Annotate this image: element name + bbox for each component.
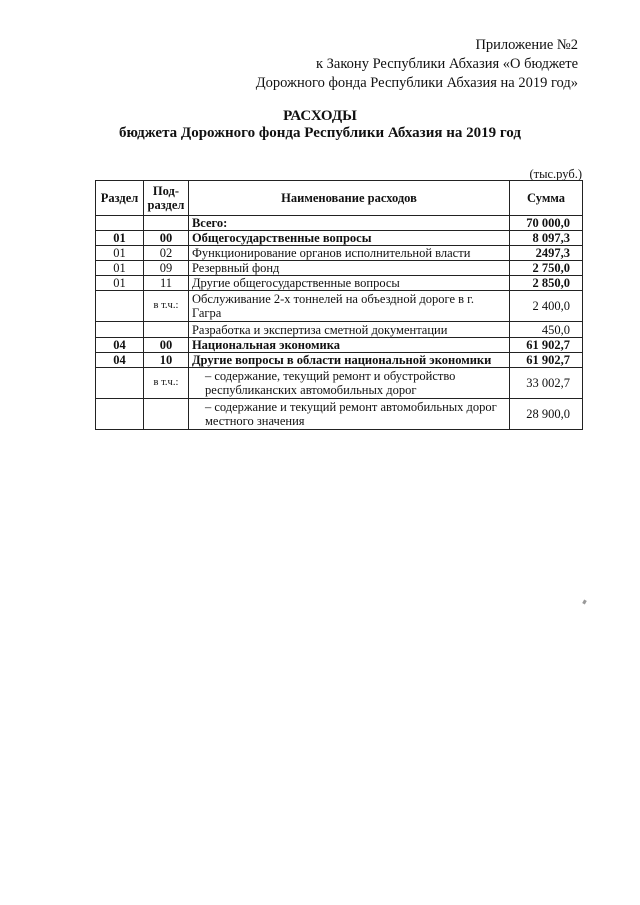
cell-section: 01 [96, 276, 144, 291]
cell-sum: 33 002,7 [510, 368, 583, 399]
cell-section [96, 399, 144, 430]
table-row [96, 231, 583, 246]
appendix-line-1: Приложение №2 [475, 37, 578, 53]
cell-subsection: в т.ч.: [143, 291, 188, 322]
cell-sum: 28 900,0 [510, 399, 583, 430]
table-row [96, 291, 583, 322]
cell-sum: 2 750,0 [510, 261, 583, 276]
cell-subsection: 11 [143, 276, 188, 291]
table-row [96, 276, 583, 291]
table-row [96, 246, 583, 261]
cell-sum: 2 850,0 [510, 276, 583, 291]
appendix-header [256, 36, 578, 93]
header-subsection-line-1: Под- [152, 184, 180, 198]
cell-name: Другие общегосударственные вопросы [188, 276, 509, 291]
table-header-row [96, 181, 583, 216]
cell-name: – содержание, текущий ремонт и обустройство республиканских автомобильных дорог [188, 368, 509, 399]
document-subtitle: бюджета Дорожного фонда Республики Абхазия на 2019 год [119, 125, 521, 141]
cell-subsection: 02 [143, 246, 188, 261]
header-sum: Сумма [510, 181, 583, 216]
header-name: Наименование расходов [188, 181, 509, 216]
appendix-line-3: Дорожного фонда Республики Абхазия на 2019 год» [255, 75, 578, 91]
cell-name: Обслуживание 2-х тоннелей на объездной дороге в г. Гагра [188, 291, 509, 322]
table-row [96, 399, 583, 430]
cell-section [96, 322, 144, 338]
cell-sum: 8 097,3 [510, 231, 583, 246]
cell-sum: 2497,3 [510, 246, 583, 261]
document-title: РАСХОДЫ [283, 108, 357, 124]
cell-sum: 61 902,7 [510, 338, 583, 353]
table-row [96, 216, 583, 231]
cell-name: Другие вопросы в области национальной экономики [188, 353, 509, 368]
cell-name: Разработка и экспертиза сметной документации [188, 322, 509, 338]
cell-section [96, 368, 144, 399]
cell-subsection [143, 322, 188, 338]
cell-section: 04 [96, 353, 144, 368]
cell-subsection: в т.ч.: [143, 368, 188, 399]
cell-subsection: 09 [143, 261, 188, 276]
cell-section [96, 291, 144, 322]
table-row [96, 368, 583, 399]
table-row [96, 261, 583, 276]
scan-speck [582, 600, 587, 605]
cell-sum: 70 000,0 [510, 216, 583, 231]
cell-subsection: 00 [143, 231, 188, 246]
cell-subsection [143, 399, 188, 430]
cell-name: Всего: [188, 216, 509, 231]
cell-name: Резервный фонд [188, 261, 509, 276]
units-label: (тыс.руб.) [529, 167, 582, 181]
cell-sum: 2 400,0 [510, 291, 583, 322]
cell-sum: 450,0 [510, 322, 583, 338]
cell-section: 01 [96, 261, 144, 276]
cell-section: 01 [96, 231, 144, 246]
cell-subsection [143, 216, 188, 231]
cell-name: Национальная экономика [188, 338, 509, 353]
table-row [96, 338, 583, 353]
cell-section [96, 216, 144, 231]
expenses-table [95, 180, 583, 430]
cell-subsection: 00 [143, 338, 188, 353]
header-subsection [143, 181, 188, 216]
cell-subsection: 10 [143, 353, 188, 368]
appendix-line-2: к Закону Республики Абхазия «О бюджете [316, 56, 578, 72]
cell-section: 04 [96, 338, 144, 353]
cell-name: Общегосударственные вопросы [188, 231, 509, 246]
header-section: Раздел [96, 181, 144, 216]
header-subsection-line-2: раздел [147, 198, 185, 212]
table-row [96, 322, 583, 338]
cell-name: – содержание и текущий ремонт автомобильных дорог местного значения [188, 399, 509, 430]
cell-name: Функционирование органов исполнительной власти [188, 246, 509, 261]
cell-section: 01 [96, 246, 144, 261]
cell-sum: 61 902,7 [510, 353, 583, 368]
table-row [96, 353, 583, 368]
